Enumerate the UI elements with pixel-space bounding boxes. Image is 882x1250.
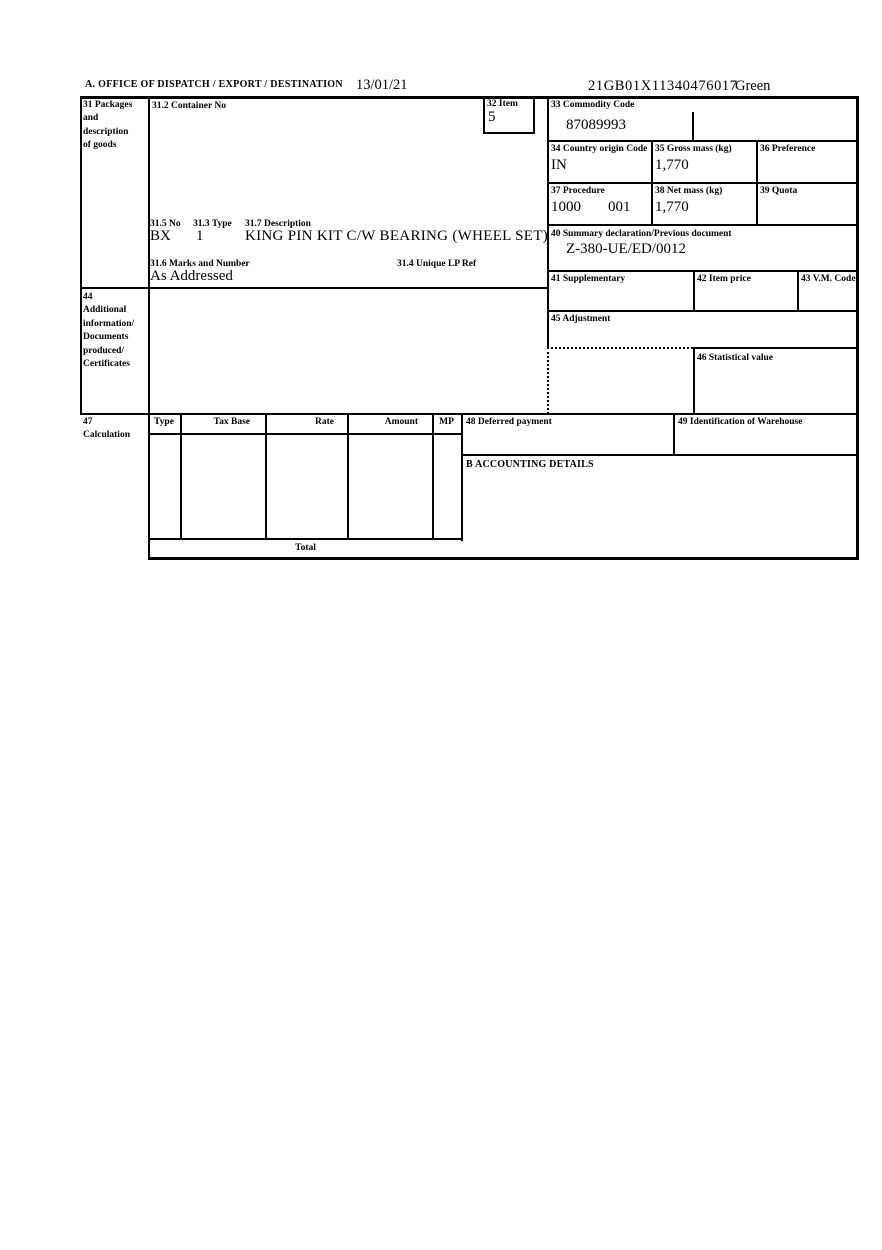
previous-document-value: Z-380-UE/ED/0012 (566, 241, 686, 257)
col41-42-divider (693, 270, 695, 311)
box31-label-line: description (83, 126, 129, 137)
box31-label-line: and (83, 113, 99, 124)
commodity-code-label: 33 Commodity Code (551, 100, 635, 110)
procedure-label: 37 Procedure (551, 186, 605, 196)
dotted-column-divider (547, 347, 549, 414)
commodity-code-value: 87089993 (566, 117, 626, 133)
packages-no-value: BX (150, 228, 171, 244)
accounting-details-label: B ACCOUNTING DETAILS (466, 459, 594, 470)
col34-35-divider (651, 140, 653, 225)
section-divider-line (80, 413, 859, 415)
box31-bottom-line (80, 287, 549, 289)
calc-col-type-header: Type (154, 417, 174, 427)
form-right-border (856, 96, 859, 560)
procedure-sub-value: 001 (608, 199, 631, 215)
row41-bottom-line (547, 310, 859, 312)
gross-mass-label: 35 Gross mass (kg) (655, 144, 732, 154)
calc-header-bottom-line (148, 433, 463, 435)
supplementary-label: 41 Supplementary (551, 274, 626, 284)
calc-body-bottom-line (148, 538, 463, 540)
calc-col1-divider (180, 413, 182, 539)
col42-43-divider (797, 270, 799, 311)
packages-no-label: 31.5 No (150, 219, 181, 229)
item-number-value: 5 (488, 109, 496, 125)
adjustment-label: 45 Adjustment (551, 314, 611, 324)
col35-36-divider (756, 140, 758, 225)
box32-left-line (483, 96, 485, 134)
accounting-top-line (461, 454, 859, 456)
box32-right-line (533, 96, 535, 134)
box46-top-line (693, 347, 859, 349)
unique-lp-ref-label: 31.4 Unique LP Ref (397, 259, 477, 269)
box44-label-line: produced/ (83, 345, 125, 356)
statistical-value-label: 46 Statistical value (697, 353, 773, 363)
entry-number: 21GB01X11340476017 (588, 78, 738, 94)
calc-col-taxbase-header: Tax Base (213, 417, 250, 427)
box44-label-line: Additional (83, 305, 127, 316)
net-mass-label: 38 Net mass (kg) (655, 186, 723, 196)
marks-number-label: 31.6 Marks and Number (150, 259, 250, 269)
box47-label-line: 47 (83, 417, 93, 427)
box31-label (83, 99, 132, 153)
gross-mass-value: 1,770 (655, 157, 689, 173)
summary-declaration-label: 40 Summary declaration/Previous document (551, 229, 732, 239)
box40-bottom-line (547, 270, 859, 272)
calc-col-rate-header: Rate (315, 417, 334, 427)
box47-label-line: Calculation (83, 430, 130, 441)
net-mass-value: 1,770 (655, 199, 689, 215)
col48-49-divider (673, 413, 675, 455)
box44-label-line: Certificates (83, 359, 130, 370)
calc-total-label: Total (295, 543, 316, 553)
box31-label-line: 31 Packages (83, 100, 133, 110)
office-of-dispatch-label: A. OFFICE OF DISPATCH / EXPORT / DESTINATION (85, 79, 343, 90)
warehouse-id-label: 49 Identification of Warehouse (678, 417, 803, 427)
deferred-payment-label: 48 Deferred payment (466, 417, 552, 427)
calc-col4-divider (432, 413, 434, 539)
acceptance-date: 13/01/21 (356, 77, 408, 93)
box46-left-line (693, 347, 695, 414)
box33-bottom-line (547, 140, 859, 142)
calc-col-amount-header: Amount (384, 417, 418, 427)
form-top-border (80, 96, 859, 99)
description-label: 31.7 Description (245, 219, 311, 229)
row37-bottom-line (547, 224, 859, 226)
calc-col3-divider (347, 413, 349, 539)
country-origin-label: 34 Country origin Code (551, 144, 648, 154)
box33-inner-divider (692, 112, 694, 142)
preference-label: 36 Preference (760, 144, 816, 154)
packages-type-value: 1 (196, 228, 204, 244)
country-origin-value: IN (551, 157, 567, 173)
procedure-main-value: 1000 (551, 199, 581, 215)
item-price-label: 42 Item price (697, 274, 751, 284)
label-column-divider (148, 96, 150, 558)
form-left-border (80, 96, 82, 415)
box44-label-line: information/ (83, 318, 135, 329)
right-column-divider (547, 96, 549, 349)
box44-label-line: Documents (83, 332, 129, 343)
quota-label: 39 Quota (760, 186, 798, 196)
box45-dotted-bottom-line (547, 347, 693, 349)
route-indicator: Green (735, 78, 771, 94)
item-label: 32 Item (487, 99, 518, 109)
box44-label-line: 44 (83, 292, 93, 302)
box32-bottom-line (483, 132, 535, 134)
box31-label-line: of goods (83, 140, 117, 151)
vm-code-label: 43 V.M. Code (801, 274, 856, 284)
marks-number-value: As Addressed (150, 268, 233, 284)
calc-right-border (461, 413, 463, 541)
calc-col-mp-header: MP (439, 417, 454, 427)
box44-label (83, 291, 134, 371)
container-no-label: 31.2 Container No (152, 101, 226, 111)
box47-label (83, 416, 130, 443)
calc-col2-divider (265, 413, 267, 539)
row34-bottom-line (547, 182, 859, 184)
form-bottom-border (148, 557, 859, 560)
goods-description-value: KING PIN KIT C/W BEARING (WHEEL SET) (245, 228, 548, 244)
packages-type-label: 31.3 Type (193, 219, 232, 229)
